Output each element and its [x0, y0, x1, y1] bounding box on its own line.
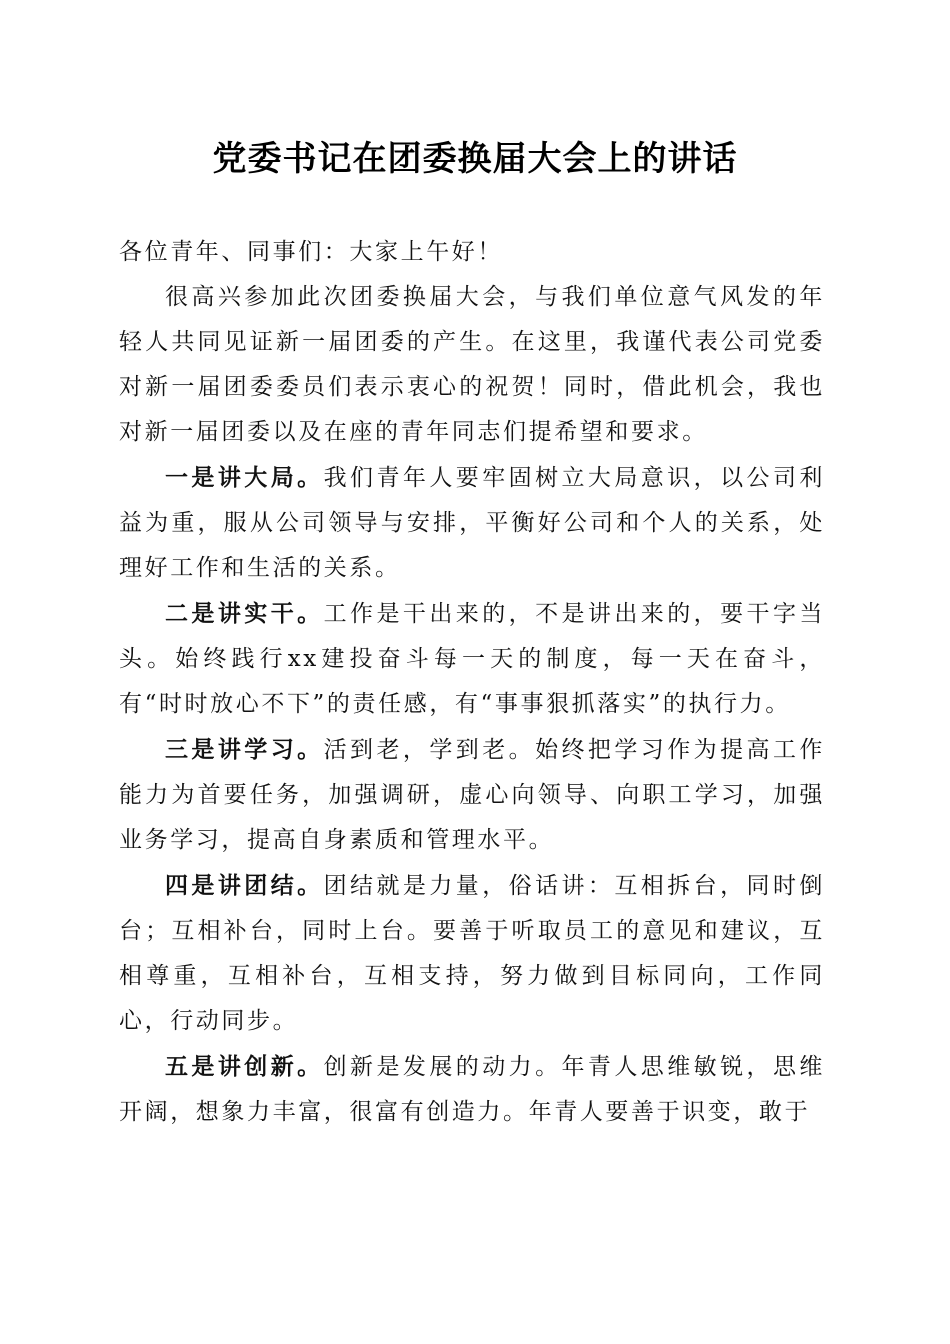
point-paragraph-4 [119, 863, 825, 1044]
document-title: 党委书记在团委换届大会上的讲话 [212, 139, 738, 179]
point-paragraph-1 [119, 455, 825, 591]
point-paragraph-5 [119, 1044, 825, 1135]
point-text: 创新是发展的动力。年青人思维敏锐，思维开阔，想象力丰富，很富有创造力。年青人要善于识变，敢于 [119, 1054, 825, 1125]
point-text: 活到老，学到老。始终把学习作为提高工作能力为首要任务，加强调研，虚心向领导、向职工学习，加强业务学习，提高自身素质和管理水平。 [119, 737, 825, 853]
point-heading: 一是讲大局。 [165, 464, 324, 491]
intro-paragraph: 很高兴参加此次团委换届大会，与我们单位意气风发的年轻人共同见证新一届团委的产生。在这里，我谨代表公司党委对新一届团委委员们表示衷心的祝贺！同时，借此机会，我也对新一届团委以及在座的青年同志们提希望和要求。 [119, 284, 825, 445]
point-heading: 四是讲团结。 [165, 872, 324, 899]
point-heading: 二是讲实干。 [165, 600, 324, 627]
point-text: 我们青年人要牢固树立大局意识，以公司利益为重，服从公司领导与安排，平衡好公司和个人的关系，处理好工作和生活的关系。 [119, 465, 825, 581]
point-paragraph-3 [119, 727, 825, 863]
point-paragraph-2 [119, 591, 825, 727]
document-body [119, 230, 825, 1135]
point-heading: 三是讲学习。 [165, 736, 324, 763]
greeting-paragraph: 各位青年、同事们：大家上午好！ [119, 239, 503, 265]
point-text: 团结就是力量，俗话讲：互相拆台，同时倒台；互相补台，同时上台。要善于听取员工的意见和建议，互相尊重，互相补台，互相支持，努力做到目标同向，工作同心，行动同步。 [119, 873, 825, 1034]
point-text: 工作是干出来的，不是讲出来的，要干字当头。始终践行xx建投奋斗每一天的制度，每一天在奋斗，有“时时放心不下”的责任感，有“事事狠抓落实”的执行力。 [119, 601, 825, 717]
point-heading: 五是讲创新。 [165, 1053, 324, 1080]
